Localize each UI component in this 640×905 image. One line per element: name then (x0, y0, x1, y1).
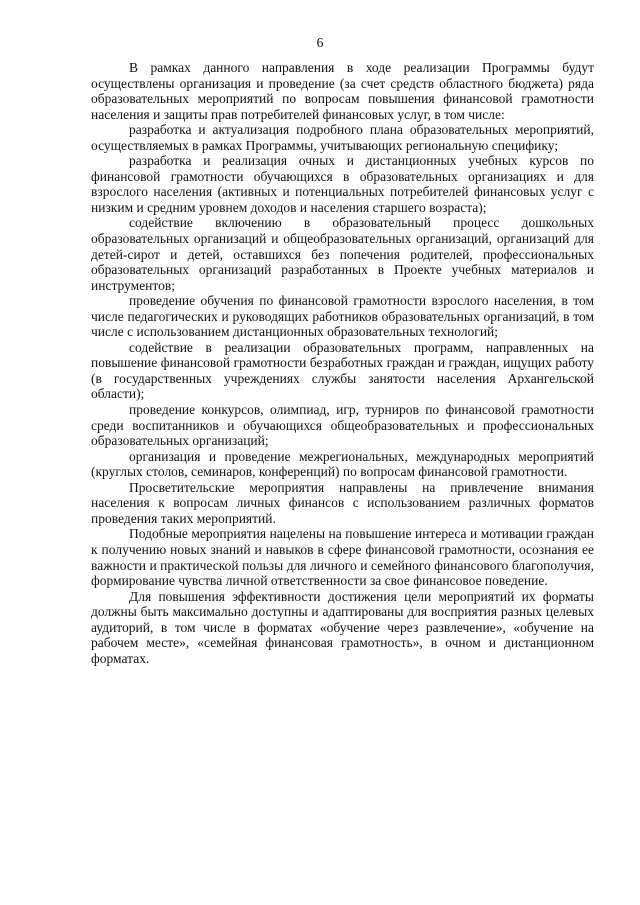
list-item-educational-inclusion: содействие включению в образовательный процесс дошкольных образовательных организаций и общеобразовательных организаций, организаций для детей-сирот и детей, оставшихся без попечения родителей, профессиональных образовательных организаций разработанных в Проекте учебных материалов и инструментов; (91, 215, 594, 293)
list-item-courses: разработка и реализация очных и дистанционных учебных курсов по финансовой грамотности обучающихся в образовательных организациях и для взрослого населения (активных и потенциальных потребителей финансовых услуг с низким и средним уровнем доходов и населения старшего возраста); (91, 153, 594, 215)
intro-paragraph: В рамках данного направления в ходе реализации Программы будут осуществлены организация и проведение (за счет средств областного бюджета) ряда образовательных мероприятий по вопросам повышения финансовой грамотности населения и защиты прав потребителей финансовых услуг, в том числе: (91, 60, 594, 122)
motivation-paragraph: Подобные мероприятия нацелены на повышение интереса и мотивации граждан к получению новых знаний и навыков в сфере финансовой грамотности, осознания ее важности и практической пользы для личного и семейного финансового благополучия, формирование чувства личной ответственности за свое финансовое поведение. (91, 526, 594, 589)
list-item-unemployed-programs: содействие в реализации образовательных программ, направленных на повышение финансовой грамотности безработных граждан и граждан, ищущих работу (в государственных учреждениях службы занятости населения Архангельской области); (91, 339, 594, 402)
list-item-conferences: организация и проведение межрегиональных, международных мероприятий (круглых столов, семинаров, конференций) по вопросам финансовой грамотности. (91, 448, 594, 480)
formats-paragraph: Для повышения эффективности достижения цели мероприятий их форматы должны быть максимально доступны и адаптированы для восприятия разных целевых аудиторий, в том числе в форматах «обучение через развлечение», «обучение на рабочем месте», «семейная финансовая грамотность», в очном и дистанционном форматах. (91, 588, 594, 666)
list-item-plan-development: разработка и актуализация подробного плана образовательных мероприятий, осуществляемых в рамках Программы, учитывающих региональную специфику; (91, 122, 594, 153)
list-item-adult-training: проведение обучения по финансовой грамотности взрослого населения, в том числе педагогических и руководящих работников образовательных организаций, в том числе с использованием дистанционных образовательных технологий; (91, 293, 594, 340)
awareness-paragraph: Просветительские мероприятия направлены на привлечение внимания населения к вопросам личных финансов с использованием различных форматов проведения таких мероприятий. (91, 479, 594, 526)
page-number: 6 (316, 35, 324, 50)
list-item-competitions: проведение конкурсов, олимпиад, игр, турниров по финансовой грамотности среди воспитанников и обучающихся общеобразовательных и профессиональных образовательных организаций; (91, 402, 594, 449)
document-body (91, 60, 594, 666)
